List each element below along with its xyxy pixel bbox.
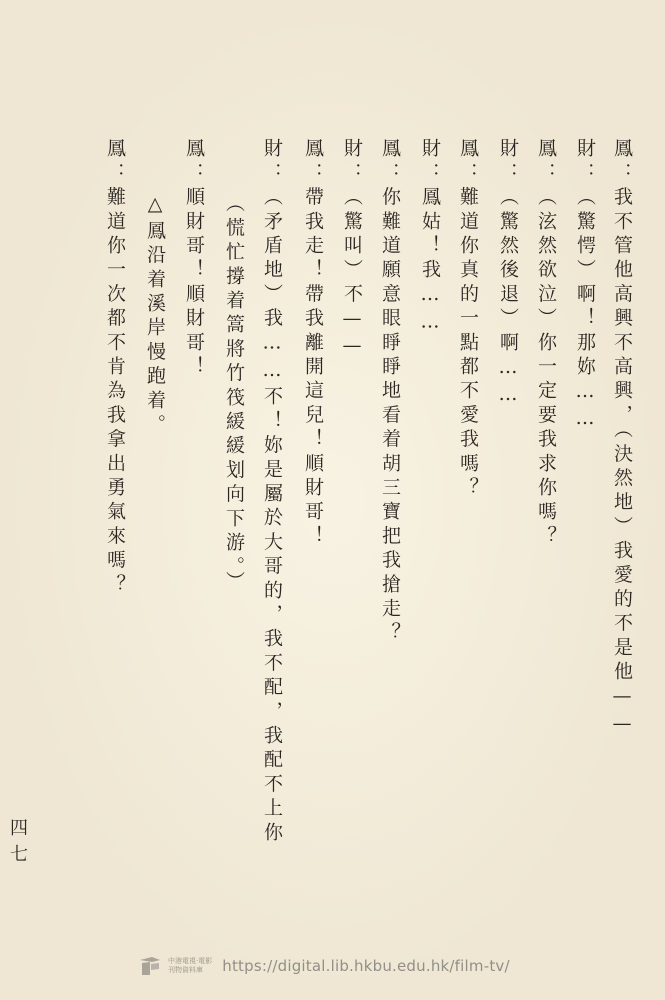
script-line: 財：（驚然後退）啊……	[497, 138, 519, 411]
script-line: 財：鳳姑！我……	[419, 138, 441, 338]
script-line: 財：（驚愕）啊！那妳……	[574, 138, 596, 435]
stage-direction: （慌忙撐着篙將竹筏緩緩划向下游。）	[223, 193, 245, 595]
watermark-footer	[138, 948, 538, 984]
library-logo-icon	[138, 954, 162, 978]
script-line: 鳳：順財哥！順財哥！	[183, 138, 205, 380]
stage-direction: △鳳沿着溪岸慢跑着。	[144, 193, 166, 438]
script-line: 鳳：你難道願意眼睜睜地看着胡三寶把我搶走？	[379, 138, 401, 647]
script-line: 鳳：難道你真的一點都不愛我嗎？	[457, 138, 479, 501]
page-number: 四七	[7, 818, 28, 870]
script-line: 鳳：我不管他高興不高興，（決然地）我愛的不是他——	[611, 138, 633, 740]
script-line: 財：（驚叫）不——	[341, 138, 363, 362]
source-url[interactable]: https://digital.lib.hkbu.edu.hk/film-tv/	[222, 957, 510, 975]
script-line: 鳳：難道你一次都不肯為我拿出勇氣來嗎？	[104, 138, 126, 598]
script-line: 鳳：（泫然欲泣）你一定要我求你嗎？	[535, 138, 557, 550]
logo-caption	[168, 957, 212, 975]
logo-line-2: 刊物資料庫	[168, 966, 203, 974]
logo-line-1: 中港電視·電影	[168, 957, 213, 965]
script-line: 鳳：帶我走！帶我離開這兒！順財哥！	[302, 138, 324, 550]
script-line: 財：（矛盾地）我……不！妳是屬於大哥的，我不配，我配不上你	[261, 138, 283, 846]
